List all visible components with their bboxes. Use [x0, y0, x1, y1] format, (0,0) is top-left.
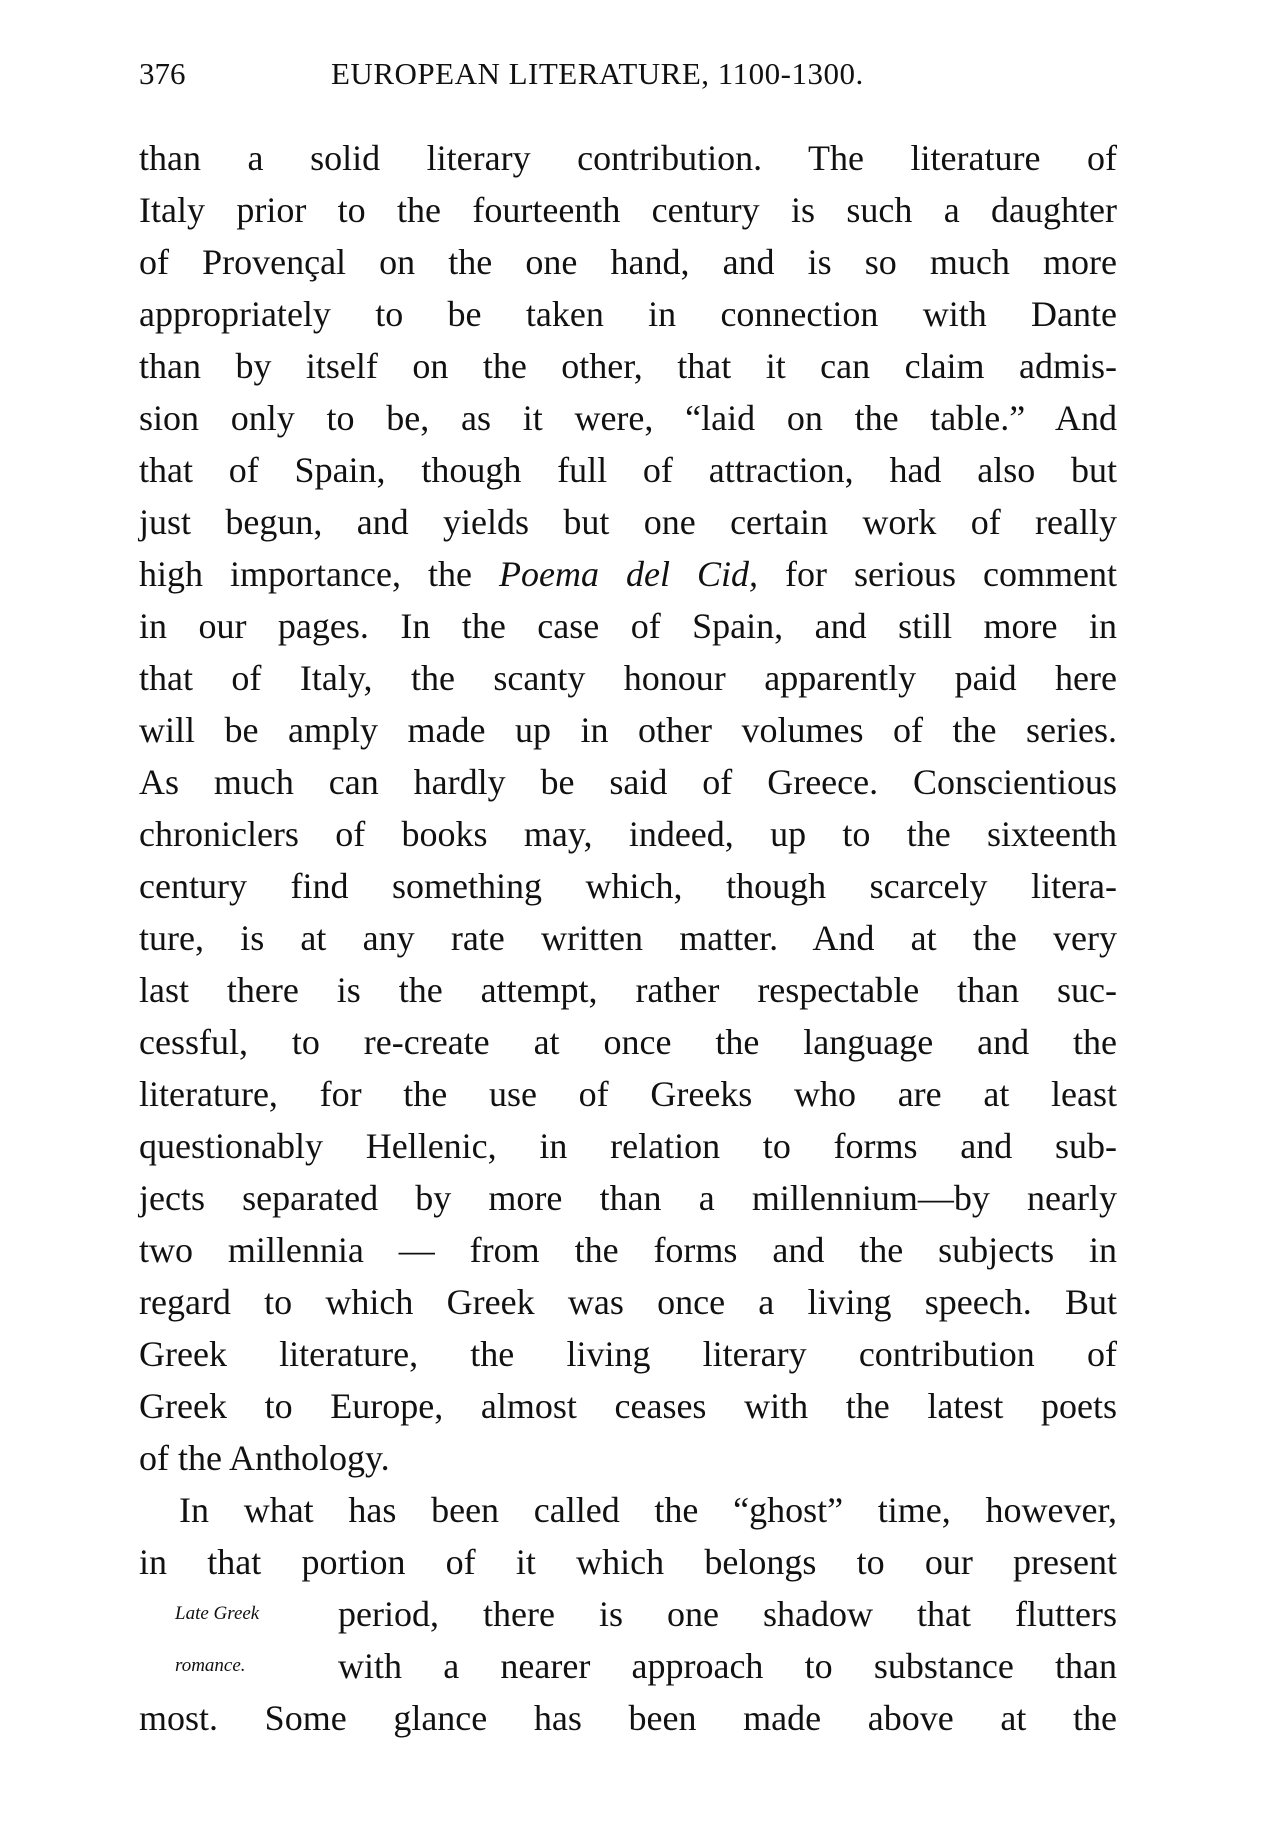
text-line: [139, 1536, 1117, 1588]
line-content: two millennia — from the forms and the subjects in: [139, 1230, 1117, 1270]
line-content: jects separated by more than a millennium—by nearly: [139, 1178, 1117, 1218]
text-line: [139, 1588, 1117, 1640]
text-line: [139, 1328, 1117, 1380]
running-title: EUROPEAN LITERATURE, 1100-1300.: [331, 56, 864, 91]
line-content: literature, for the use of Greeks who are at least: [139, 1074, 1117, 1114]
line-content: ture, is at any rate written matter. And at the very: [139, 918, 1117, 958]
line-content: chroniclers of books may, indeed, up to the sixteenth: [139, 814, 1117, 854]
line-segment: for serious comment: [758, 554, 1117, 594]
text-line: [139, 288, 1117, 340]
text-line: [139, 236, 1117, 288]
line-content: of the Anthology.: [139, 1438, 390, 1478]
text-line: [139, 1120, 1117, 1172]
line-content: questionably Hellenic, in relation to forms and sub-: [139, 1126, 1117, 1166]
text-line: [139, 756, 1117, 808]
line-content: As much can hardly be said of Greece. Conscientious: [139, 762, 1117, 802]
line-content: Greek to Europe, almost ceases with the latest poets: [139, 1386, 1117, 1426]
line-content: cessful, to re-create at once the language and the: [139, 1022, 1117, 1062]
text-line: [139, 392, 1117, 444]
text-line: [139, 1640, 1117, 1692]
line-content: Italy prior to the fourteenth century is such a daughter: [139, 190, 1117, 230]
line-content: In what has been called the “ghost” time, however,: [179, 1490, 1117, 1530]
line-content: most. Some glance has been made above at the: [139, 1698, 1117, 1738]
line-content: last there is the attempt, rather respectable than suc-: [139, 970, 1117, 1010]
line-content: sion only to be, as it were, “laid on the table.” And: [139, 398, 1117, 438]
line-content: century find something which, though scarcely litera-: [139, 866, 1117, 906]
text-line: [139, 1380, 1117, 1432]
line-content: of Provençal on the one hand, and is so much more: [139, 242, 1117, 282]
line-content: will be amply made up in other volumes of the series.: [139, 710, 1117, 750]
line-content: in that portion of it which belongs to our present: [139, 1542, 1117, 1582]
line-content: Greek literature, the living literary contribution of: [139, 1334, 1117, 1374]
text-line: [139, 444, 1117, 496]
text-line: [139, 132, 1117, 184]
line-content: than by itself on the other, that it can claim admis-: [139, 346, 1117, 386]
line-content: with a nearer approach to substance than: [338, 1646, 1117, 1686]
text-line: [139, 1692, 1117, 1744]
text-line: [139, 652, 1117, 704]
marginal-note: romance.: [175, 1655, 246, 1676]
text-line: [139, 548, 1117, 600]
text-line: [139, 912, 1117, 964]
text-line: [139, 1016, 1117, 1068]
text-line: [139, 496, 1117, 548]
text-line: [139, 1172, 1117, 1224]
line-content: that of Spain, though full of attraction, had also but: [139, 450, 1117, 490]
italic-title: Poema del Cid,: [498, 554, 758, 594]
body-text: [139, 132, 1117, 1744]
text-line: [139, 184, 1117, 236]
page-number: 376: [139, 56, 186, 91]
text-line: [139, 1484, 1117, 1536]
line-content: just begun, and yields but one certain work of really: [139, 502, 1117, 542]
line-content: period, there is one shadow that flutters: [338, 1594, 1117, 1634]
text-line: [139, 1432, 1117, 1484]
text-line: [139, 600, 1117, 652]
line-content: that of Italy, the scanty honour apparently paid here: [139, 658, 1117, 698]
text-line: [139, 704, 1117, 756]
line-content: regard to which Greek was once a living speech. But: [139, 1282, 1117, 1322]
text-line: [139, 1224, 1117, 1276]
text-line: [139, 340, 1117, 392]
line-content: than a solid literary contribution. The literature of: [139, 138, 1117, 178]
text-line: [139, 808, 1117, 860]
line-content: appropriately to be taken in connection with Dante: [139, 294, 1117, 334]
line-content: [139, 548, 1117, 600]
running-header: [139, 56, 1117, 100]
text-line: [139, 964, 1117, 1016]
text-line: [139, 860, 1117, 912]
line-content: in our pages. In the case of Spain, and still more in: [139, 606, 1117, 646]
line-segment: high importance, the: [139, 554, 499, 594]
marginal-note: Late Greek: [175, 1603, 260, 1624]
text-line: [139, 1276, 1117, 1328]
text-line: [139, 1068, 1117, 1120]
